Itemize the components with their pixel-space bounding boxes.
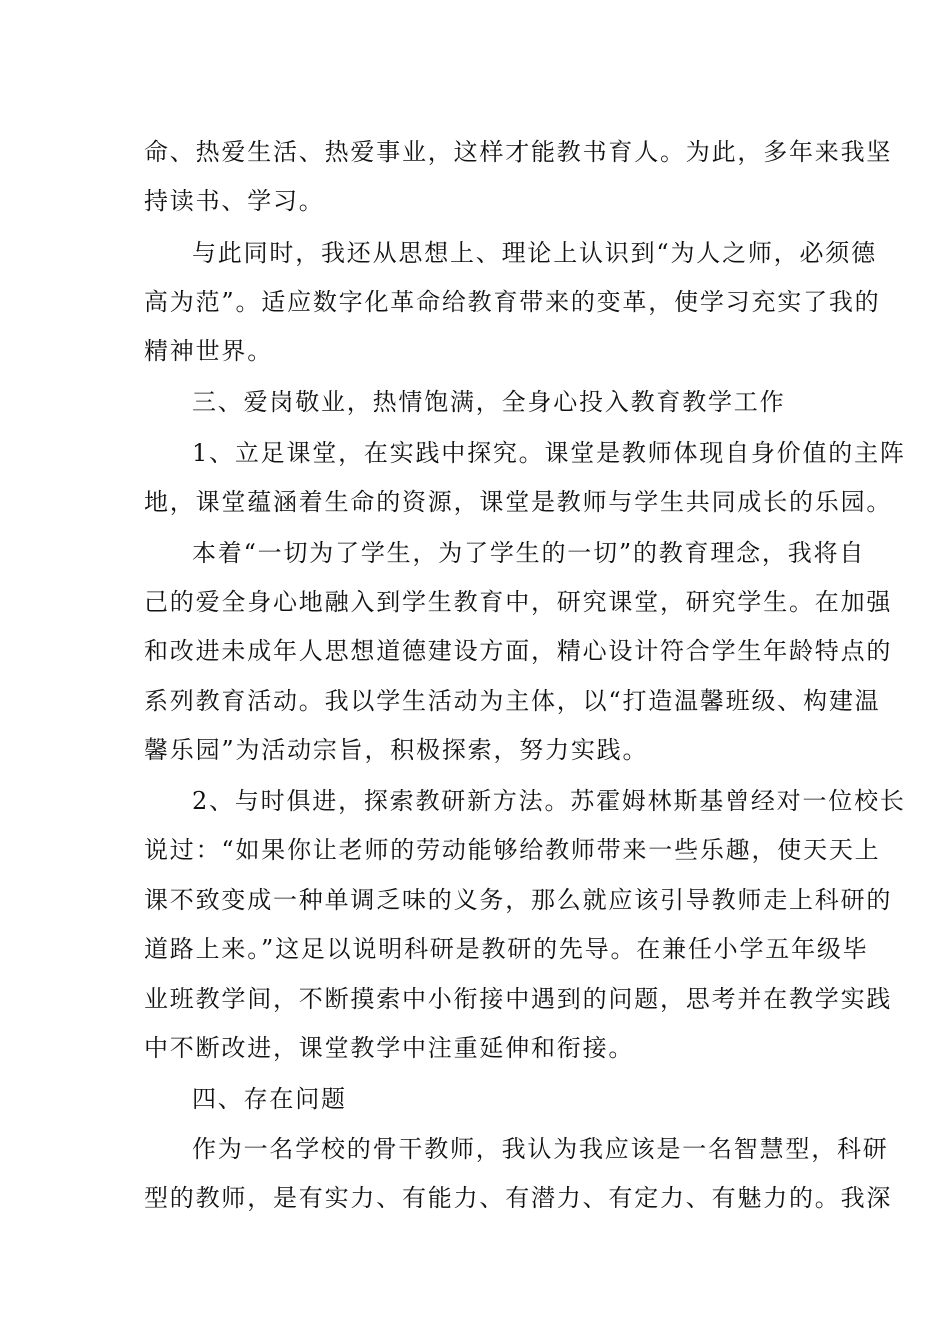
text-line: 持读书、学习。 — [144, 187, 325, 215]
text-line: 馨乐园”为活动宗旨，积极探索，努力实践。 — [144, 736, 649, 764]
text-line: 与此同时，我还从思想上、理论上认识到“为人之师，必须德 — [192, 239, 877, 267]
section-heading: 四、存在问题 — [192, 1085, 347, 1113]
text-line: 业班教学间，不断摸索中小衔接中遇到的问题，思考并在教学实践 — [144, 985, 893, 1013]
text-line: 2、与时俱进，探索教研新方法。苏霍姆林斯基曾经对一位校长 — [192, 787, 906, 815]
text-line: 型的教师，是有实力、有能力、有潜力、有定力、有魅力的。我深 — [144, 1184, 893, 1212]
text-line: 1、立足课堂，在实践中探究。课堂是教师体现自身价值的主阵 — [192, 439, 906, 467]
text-line: 中不断改进，课堂教学中注重延伸和衔接。 — [144, 1034, 635, 1062]
text-line: 和改进未成年人思想道德建设方面，精心设计符合学生年龄特点的 — [144, 637, 893, 665]
section-heading: 三、爱岗敬业，热情饱满，全身心投入教育教学工作 — [192, 388, 786, 416]
text-line: 说过：“如果你让老师的劳动能够给教师带来一些乐趣，使天天上 — [144, 836, 881, 864]
text-line: 地，课堂蕴涵着生命的资源，课堂是教师与学生共同成长的乐园。 — [144, 488, 893, 516]
text-line: 精神世界。 — [144, 337, 273, 365]
text-line: 己的爱全身心地融入到学生教育中，研究课堂，研究学生。在加强 — [144, 588, 893, 616]
text-line: 本着“一切为了学生，为了学生的一切”的教育理念，我将自 — [192, 539, 866, 567]
text-line: 系列教育活动。我以学生活动为主体，以“打造温馨班级、构建温 — [144, 687, 881, 715]
text-line: 命、热爱生活、热爱事业，这样才能教书育人。为此，多年来我坚 — [144, 138, 893, 166]
text-line: 课不致变成一种单调乏味的义务，那么就应该引导教师走上科研的 — [144, 886, 893, 914]
text-line: 作为一名学校的骨干教师，我认为我应该是一名智慧型，科研 — [192, 1135, 889, 1163]
text-line: 道路上来。”这足以说明科研是教研的先导。在兼任小学五年级毕 — [144, 935, 869, 963]
text-line: 高为范”。适应数字化革命给教育带来的变革，使学习充实了我的 — [144, 288, 881, 316]
